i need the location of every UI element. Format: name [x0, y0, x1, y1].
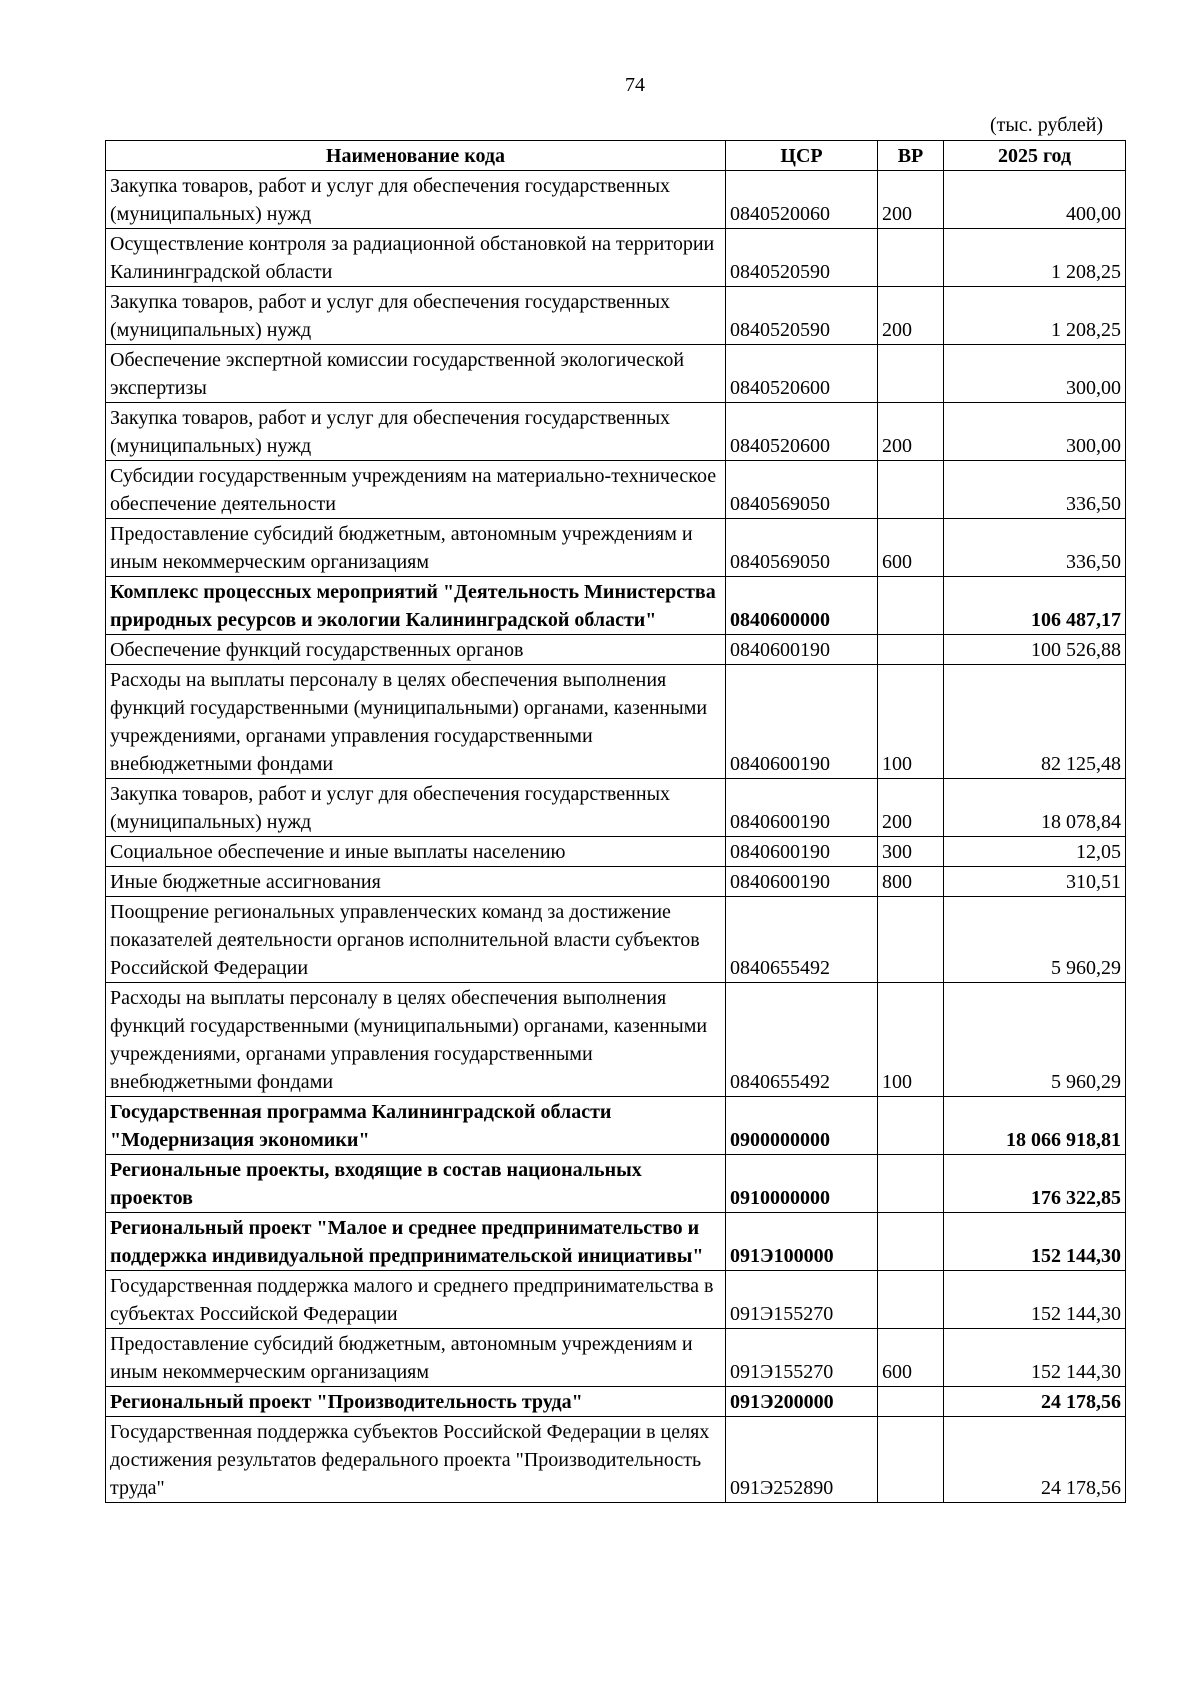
header-row: [106, 141, 1126, 171]
table-row: [106, 983, 1126, 1097]
row-sum: 18 078,84: [944, 779, 1126, 837]
table-row: [106, 1271, 1126, 1329]
table-row: [106, 519, 1126, 577]
row-sum: 100 526,88: [944, 635, 1126, 665]
row-name: Иные бюджетные ассигнования: [106, 867, 726, 897]
row-csr: 0840600190: [726, 837, 878, 867]
header-year: 2025 год: [944, 141, 1126, 171]
row-sum: 1 208,25: [944, 229, 1126, 287]
row-name: Государственная поддержка субъектов Российской Федерации в целях достижения результатов федерального проекта "Производительность труда": [106, 1417, 726, 1503]
row-vr: 100: [878, 665, 944, 779]
row-name: Субсидии государственным учреждениям на материально-техническое обеспечение деятельности: [106, 461, 726, 519]
table-row: [106, 1155, 1126, 1213]
row-name: Закупка товаров, работ и услуг для обеспечения государственных (муниципальных) нужд: [106, 403, 726, 461]
row-csr: 091Э100000: [726, 1213, 878, 1271]
row-csr: 091Э155270: [726, 1329, 878, 1387]
row-sum: 152 144,30: [944, 1213, 1126, 1271]
header-name: Наименование кода: [106, 141, 726, 171]
row-vr: 600: [878, 519, 944, 577]
row-sum: 18 066 918,81: [944, 1097, 1126, 1155]
row-csr: 091Э155270: [726, 1271, 878, 1329]
row-sum: 336,50: [944, 461, 1126, 519]
row-vr: 100: [878, 983, 944, 1097]
row-csr: 0840600190: [726, 779, 878, 837]
row-csr: 0840655492: [726, 897, 878, 983]
row-name: Закупка товаров, работ и услуг для обеспечения государственных (муниципальных) нужд: [106, 287, 726, 345]
table-row: [106, 403, 1126, 461]
table-row: [106, 1097, 1126, 1155]
row-name: Закупка товаров, работ и услуг для обеспечения государственных (муниципальных) нужд: [106, 779, 726, 837]
row-csr: 0840600190: [726, 867, 878, 897]
row-vr: [878, 1417, 944, 1503]
row-csr: 0840520600: [726, 403, 878, 461]
table-row: [106, 461, 1126, 519]
table-row: [106, 1387, 1126, 1417]
row-name: Комплекс процессных мероприятий "Деятельность Министерства природных ресурсов и экологии Калининградской области": [106, 577, 726, 635]
row-sum: 152 144,30: [944, 1329, 1126, 1387]
row-csr: 0840569050: [726, 461, 878, 519]
row-sum: 1 208,25: [944, 287, 1126, 345]
row-vr: 200: [878, 403, 944, 461]
row-sum: 400,00: [944, 171, 1126, 229]
row-vr: 800: [878, 867, 944, 897]
row-name: Закупка товаров, работ и услуг для обеспечения государственных (муниципальных) нужд: [106, 171, 726, 229]
row-sum: 5 960,29: [944, 983, 1126, 1097]
row-vr: [878, 1155, 944, 1213]
row-vr: 200: [878, 287, 944, 345]
table-row: [106, 171, 1126, 229]
table-row: [106, 1417, 1126, 1503]
row-sum: 300,00: [944, 345, 1126, 403]
row-vr: 200: [878, 171, 944, 229]
row-sum: 106 487,17: [944, 577, 1126, 635]
row-sum: 24 178,56: [944, 1387, 1126, 1417]
row-csr: 0840520600: [726, 345, 878, 403]
table-row: [106, 897, 1126, 983]
row-vr: 300: [878, 837, 944, 867]
row-sum: 336,50: [944, 519, 1126, 577]
row-sum: 176 322,85: [944, 1155, 1126, 1213]
row-csr: 091Э252890: [726, 1417, 878, 1503]
row-vr: 600: [878, 1329, 944, 1387]
table-body: [106, 171, 1126, 1503]
row-csr: 0840655492: [726, 983, 878, 1097]
table-row: [106, 867, 1126, 897]
row-name: Государственная поддержка малого и среднего предпринимательства в субъектах Российской Федерации: [106, 1271, 726, 1329]
row-name: Региональные проекты, входящие в состав национальных проектов: [106, 1155, 726, 1213]
row-sum: 12,05: [944, 837, 1126, 867]
row-sum: 152 144,30: [944, 1271, 1126, 1329]
row-csr: 0910000000: [726, 1155, 878, 1213]
row-name: Обеспечение функций государственных органов: [106, 635, 726, 665]
row-csr: 0840569050: [726, 519, 878, 577]
row-vr: [878, 1097, 944, 1155]
row-name: Поощрение региональных управленческих команд за достижение показателей деятельности органов исполнительной власти субъектов Российской Федерации: [106, 897, 726, 983]
table-row: [106, 229, 1126, 287]
row-csr: 0840520590: [726, 287, 878, 345]
row-vr: [878, 577, 944, 635]
row-vr: [878, 1271, 944, 1329]
page-number: 74: [625, 74, 645, 96]
row-csr: 0840600000: [726, 577, 878, 635]
row-vr: [878, 1213, 944, 1271]
header-csr: ЦСР: [726, 141, 878, 171]
row-sum: 5 960,29: [944, 897, 1126, 983]
row-vr: [878, 229, 944, 287]
header-vr: ВР: [878, 141, 944, 171]
row-csr: 0900000000: [726, 1097, 878, 1155]
unit-note: (тыс. рублей): [990, 114, 1104, 136]
row-vr: [878, 1387, 944, 1417]
row-name: Государственная программа Калининградской области "Модернизация экономики": [106, 1097, 726, 1155]
row-sum: 82 125,48: [944, 665, 1126, 779]
row-name: Расходы на выплаты персоналу в целях обеспечения выполнения функций государственными (муниципальными) органами, казенными учреждениями, органами управления государственными внебюджетными фондами: [106, 665, 726, 779]
row-sum: 310,51: [944, 867, 1126, 897]
row-name: Предоставление субсидий бюджетным, автономным учреждениям и иным некоммерческим организациям: [106, 519, 726, 577]
row-csr: 0840600190: [726, 635, 878, 665]
row-vr: [878, 461, 944, 519]
row-csr: 0840520060: [726, 171, 878, 229]
row-csr: 0840520590: [726, 229, 878, 287]
row-name: Обеспечение экспертной комиссии государственной экологической экспертизы: [106, 345, 726, 403]
row-name: Предоставление субсидий бюджетным, автономным учреждениям и иным некоммерческим организациям: [106, 1329, 726, 1387]
row-name: Региональный проект "Производительность труда": [106, 1387, 726, 1417]
row-csr: 091Э200000: [726, 1387, 878, 1417]
row-sum: 24 178,56: [944, 1417, 1126, 1503]
row-name: Осуществление контроля за радиационной обстановкой на территории Калининградской области: [106, 229, 726, 287]
row-name: Региональный проект "Малое и среднее предпринимательство и поддержка индивидуальной предпринимательской инициативы": [106, 1213, 726, 1271]
row-name: Социальное обеспечение и иные выплаты населению: [106, 837, 726, 867]
table-row: [106, 665, 1126, 779]
row-vr: [878, 345, 944, 403]
row-csr: 0840600190: [726, 665, 878, 779]
table-row: [106, 577, 1126, 635]
row-name: Расходы на выплаты персоналу в целях обеспечения выполнения функций государственными (муниципальными) органами, казенными учреждениями, органами управления государственными внебюджетными фондами: [106, 983, 726, 1097]
row-sum: 300,00: [944, 403, 1126, 461]
table-row: [106, 837, 1126, 867]
table-row: [106, 1329, 1126, 1387]
row-vr: 200: [878, 779, 944, 837]
table-row: [106, 635, 1126, 665]
table-row: [106, 1213, 1126, 1271]
row-vr: [878, 635, 944, 665]
table-row: [106, 345, 1126, 403]
row-vr: [878, 897, 944, 983]
budget-table: [105, 140, 1126, 1503]
table-row: [106, 779, 1126, 837]
table-row: [106, 287, 1126, 345]
